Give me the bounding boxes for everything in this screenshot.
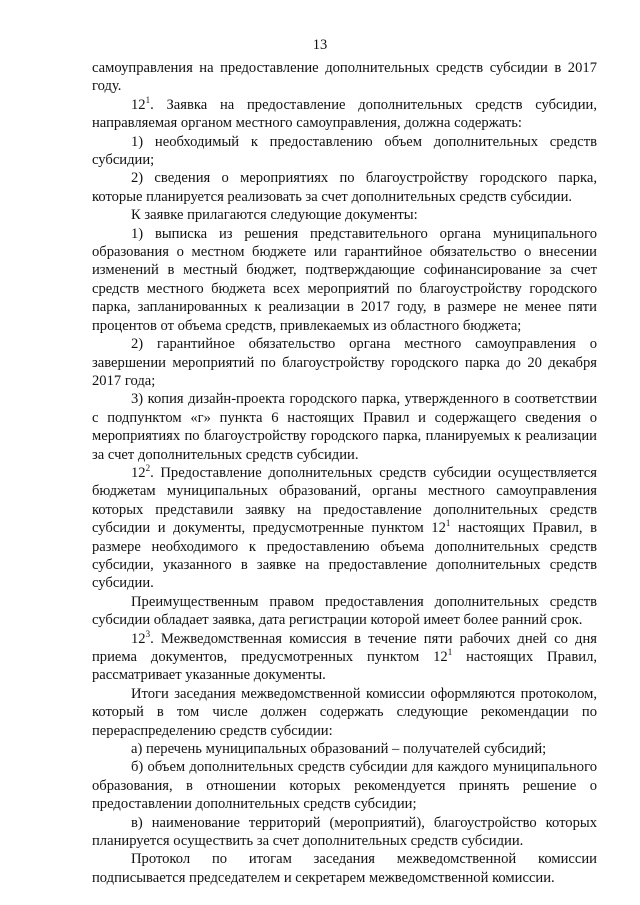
paragraph [92,335,597,390]
paragraph-text: самоуправления на предоставление дополнительных средств субсидии в 2017 году. [92,60,597,95]
paragraph [92,850,597,887]
paragraph-text: . Межведомственная комиссия в течение пяти рабочих дней со дня приема документов, предусмотренных пунктом 12 [92,630,597,665]
paragraph [92,630,597,685]
paragraph [92,814,597,851]
page-number: 13 [312,37,328,53]
paragraph-text: Итоги заседания межведомственной комиссии оформляются протоколом, который в том числе должен содержать следующие рекомендации по перераспределению средств субсидии: [92,685,597,739]
clause-superscript: 1 [447,647,453,657]
paragraph [92,59,597,96]
paragraph [92,96,597,133]
paragraph-text: 1) необходимый к предоставлению объем дополнительных средств субсидии; [92,133,597,169]
paragraph [92,740,597,758]
paragraph-text: 2) сведения о мероприятиях по благоустройству городского парка, которые планируется реализовать за счет дополнительных средств субсидии. [92,170,597,205]
clause-superscript: 3 [145,628,151,639]
paragraph-text: . Предоставление дополнительных средств субсидии осуществляется бюджетам муниципальных образований, органы местного самоуправления которых представили заявку на предоставление дополнительных средств субсидии и документы, предусмотренные пунктом 12 [92,464,597,537]
clause-superscript: 1 [445,518,451,529]
clause-superscript: 1 [145,94,151,105]
paragraph-text: . Заявка на предоставление дополнительных средств субсидии, направляемая органом местного самоуправления, должна содержать: [92,96,597,132]
paragraph-text: 12 [131,96,146,113]
paragraph [92,225,597,335]
paragraph [92,593,597,630]
paragraph-text: настоящих Правил, рассматривает указанные документы. [92,649,597,684]
paragraph-text: 12 [131,630,146,647]
paragraph-text: 3) копия дизайн-проекта городского парка, утвержденного в соответствии с подпунктом «г» пункта 6 настоящих Правил и содержащего сведения о мероприятиях по благоустройству городского парка, планируемых к реализации за счет дополнительных средств субсидии. [92,391,597,463]
paragraph [92,758,597,813]
paragraph-text: К заявке прилагаются следующие документы: [131,207,418,224]
paragraph [92,169,597,206]
document-body [92,59,597,887]
paragraph-text: Преимущественным правом предоставления дополнительных средств субсидии обладает заявка, дата регистрации которой имеет более ранний срок. [92,593,597,629]
paragraph-text: б) объем дополнительных средств субсидии для каждого муниципального образования, в отношении которых рекомендуется принять решение о предоставлении дополнительных средств субсидии; [92,759,597,813]
paragraph-text: Протокол по итогам заседания межведомственной комиссии подписывается председателем и секретарем межведомственной комиссии. [92,851,597,886]
paragraph-text: 12 [131,464,146,481]
paragraph-text: 1) выписка из решения представительного органа муниципального образования о местном бюджете или гарантийное обязательство о внесении изменений в местный бюджет, подтверждающие софинансирование за счет средств местного бюджета всех мероприятий по благоустройству городского парка, запланированных к реализации в 2017 году, в размере не менее пяти процентов от объема средств, привлекаемых из областного бюджета; [92,225,597,334]
paragraph-text: а) перечень муниципальных образований – получателей субсидий; [131,741,547,758]
paragraph [92,390,597,464]
paragraph-text: в) наименование территорий (мероприятий), благоустройство которых планируется осуществить за счет дополнительных средств субсидии. [92,814,597,850]
paragraph [92,206,597,224]
paragraph-text: 2) гарантийное обязательство органа местного самоуправления о завершении мероприятий по благоустройству городского парка до 20 декабря 2017 года; [92,336,597,389]
paragraph-text: настоящих Правил, в размере необходимого к предоставлению объема дополнительных средств субсидии, указанного в заявке на предоставление дополнительных средств субсидии. [92,520,597,592]
paragraph [92,685,597,740]
paragraph [92,133,597,170]
paragraph [92,464,597,593]
clause-superscript: 2 [145,462,151,473]
